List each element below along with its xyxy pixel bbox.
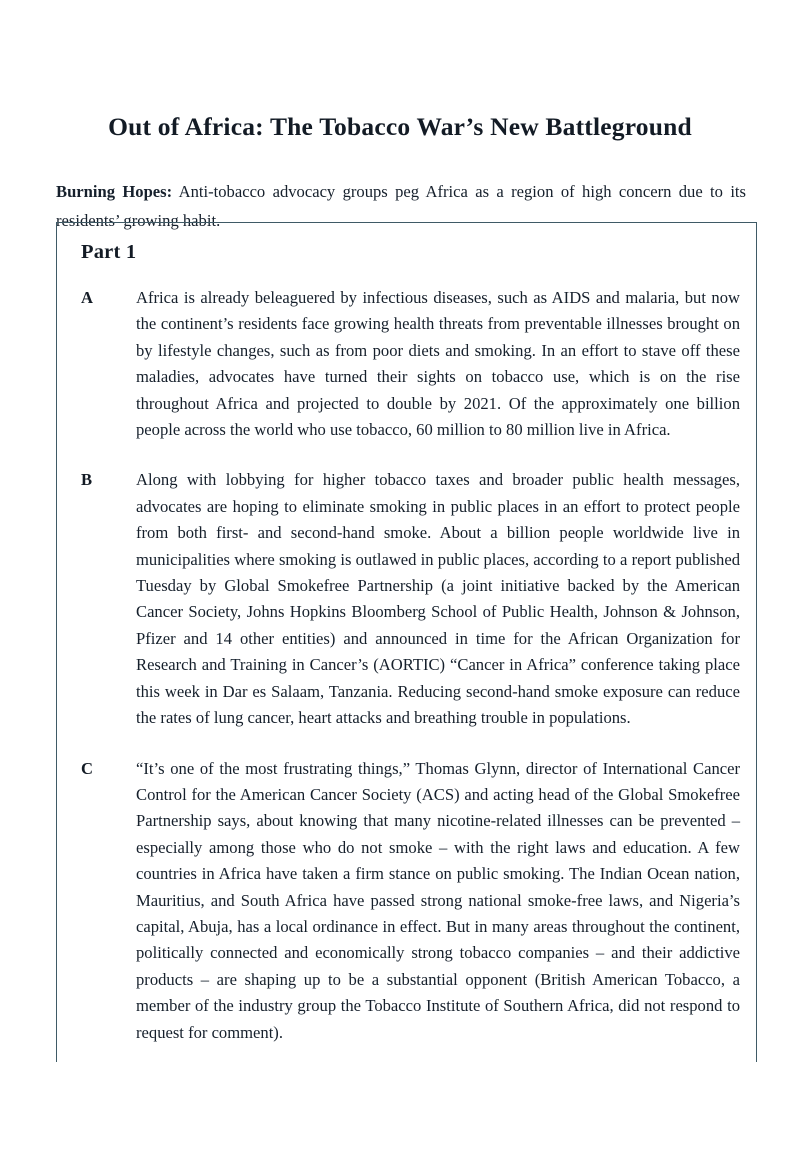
part-content-box bbox=[56, 222, 757, 1062]
paragraph-text-c: “It’s one of the most frustrating things,” Thomas Glynn, director of International Cancer Control for the American Cancer Society (ACS) and acting head of the Global Smokefree Partnership says, about knowing that many nicotine-related illnesses can be prevented – especially among those who do not smoke – with the right laws and education. A few countries in Africa have taken a firm stance on public smoking. The Indian Ocean nation, Mauritius, and South Africa have passed strong national smoke-free laws, and Nigeria’s capital, Abuja, has a local ordinance in effect. But in many areas throughout the continent, politically connected and economically strong tobacco companies – and their addictive products – are shaping up to be a substantial opponent (British American Tobacco, a member of the industry group the Tobacco Institute of Southern Africa, did not respond to request for comment). bbox=[136, 758, 740, 1042]
paragraph-b bbox=[81, 467, 740, 731]
paragraph-marker-b: B bbox=[81, 470, 93, 490]
paragraph-c bbox=[81, 756, 740, 1046]
paragraph-text-a: Africa is already beleaguered by infectious diseases, such as AIDS and malaria, but now the continent’s residents face growing health threats from preventable illnesses brought on by lifestyle changes, such as from poor diets and smoking. In an effort to stave off these maladies, advocates have turned their sights on tobacco use, which is on the rise throughout Africa and projected to double by 2021. Of the approximately one billion people across the world who use tobacco, 60 million to 80 million live in Africa. bbox=[136, 288, 740, 440]
page-title: Out of Africa: The Tobacco War’s New Battleground bbox=[108, 112, 692, 142]
paragraph-text-b: Along with lobbying for higher tobacco taxes and broader public health messages, advocates are hoping to eliminate smoking in public places in an effort to protect people from both first- and second-hand smoke. About a billion people worldwide live in municipalities where smoking is outlawed in public places, according to a report published Tuesday by Global Smokefree Partnership (a joint initiative backed by the American Cancer Society, Johns Hopkins Bloomberg School of Public Health, Johnson & Johnson, Pfizer and 14 other entities) and announced in time for the African Organization for Research and Training in Cancer’s (AORTIC) “Cancer in Africa” conference taking place this week in Dar es Salaam, Tanzania. Reducing second-hand smoke exposure can reduce the rates of lung cancer, heart attacks and breathing trouble in populations. bbox=[136, 470, 740, 728]
standfirst-text: Anti-tobacco advocacy groups peg Africa as a region of high concern due to its residents’ growing habit. bbox=[56, 181, 746, 230]
paragraph-marker-c: C bbox=[81, 758, 93, 778]
paragraph-marker-a: A bbox=[81, 288, 93, 307]
paragraph-list bbox=[81, 285, 740, 1046]
paragraph-a bbox=[81, 285, 740, 443]
standfirst-label: Burning Hopes: bbox=[56, 181, 173, 201]
part-heading: Part 1 bbox=[81, 241, 137, 263]
